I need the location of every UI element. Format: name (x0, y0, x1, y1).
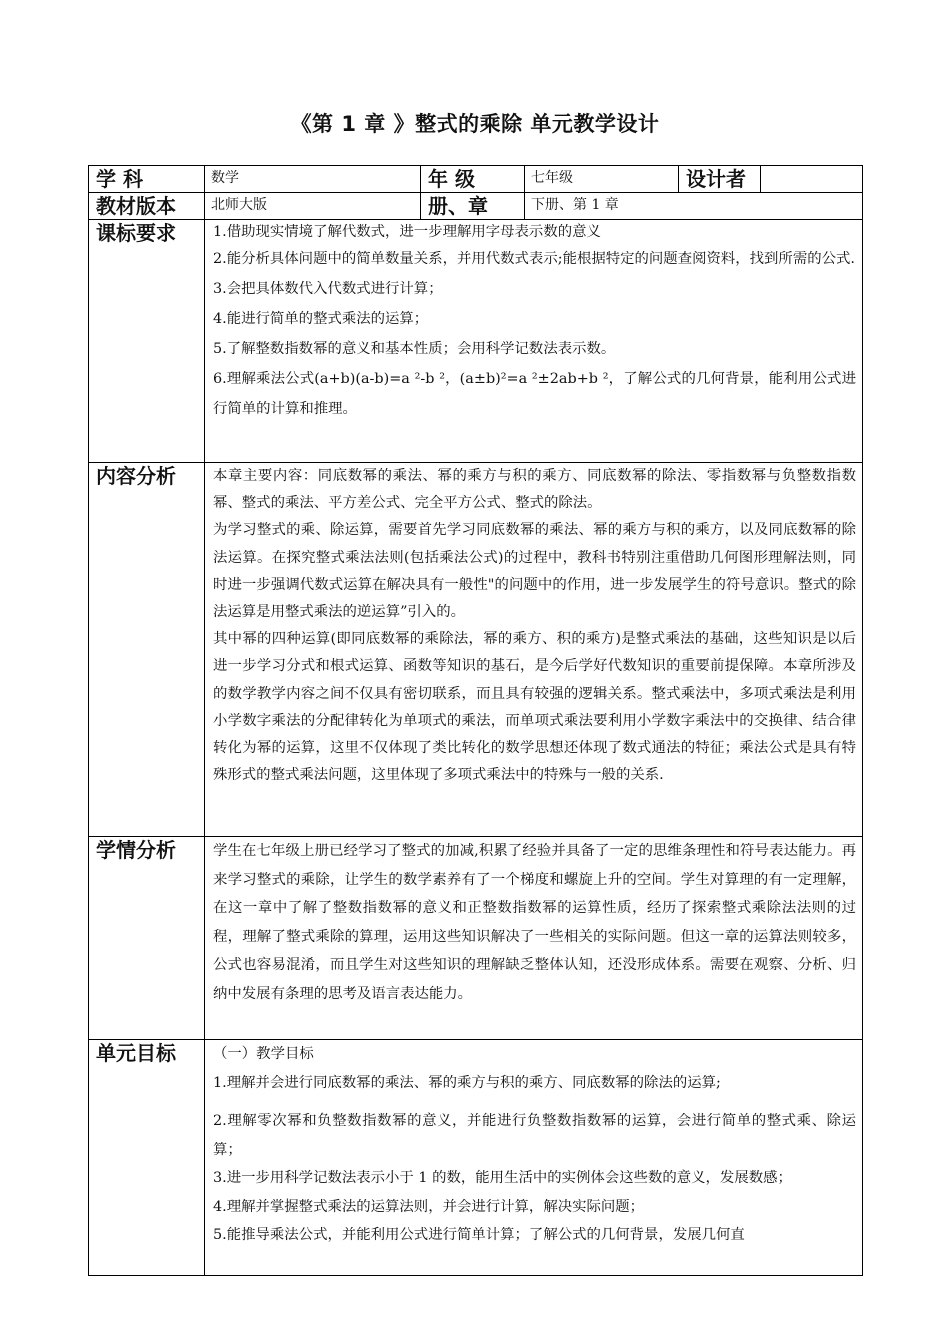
unit-goals-content (205, 1040, 863, 1276)
designer-value (761, 166, 863, 193)
goals-subheading: （一）教学目标 (213, 1046, 314, 1062)
goal-line: 2.理解零次幂和负整数指数幂的意义，并能进行负整数指数幂的运算，会进行简单的整式乘、除运算； (213, 1113, 856, 1158)
curriculum-label: 课标要求 (89, 220, 205, 463)
curriculum-line: 2.能分析具体问题中的简单数量关系，并用代数式表示;能根据特定的问题查阅资料，找到所需的公式. (213, 251, 855, 267)
content-paragraph: 为学习整式的乘、除运算，需要首先学习同底数幂的乘法、幂的乘方与积的乘方，以及同底数幂的除法运算。在探究整式乘法法则(包括乘法公式)的过程中，教科书特别注重借助几何图形理解法则，同时进一步强调代数式运算在解决具有一般性"的问题中的作用，进一步发展学生的符号意识。整式的除法运算是用整式乘法的逆运算”引入的。 (213, 522, 856, 621)
curriculum-line: 5.了解整数指数幂的意义和基本性质；会用科学记数法表示数。 (213, 341, 616, 357)
curriculum-row (89, 220, 863, 463)
page-title: 《第 1 章 》整式的乘除 单元教学设计 (290, 112, 660, 136)
goal-line: 3.进一步用科学记数法表示小于 1 的数，能用生活中的实例体会这些数的意义，发展数感； (213, 1170, 792, 1186)
content-paragraph: 本章主要内容：同底数幂的乘法、幂的乘方与积的乘方、同底数幂的除法、零指数幂与负整数指数幂、整式的乘法、平方差公式、完全平方公式、整式的除法。 (213, 468, 856, 512)
unit-goals-row (89, 1040, 863, 1276)
header-row-1 (89, 166, 863, 193)
edition-label: 教材版本 (89, 193, 205, 220)
student-analysis-text (205, 837, 863, 1040)
header-row-2 (89, 193, 863, 220)
student-analysis-row (89, 837, 863, 1040)
content-paragraph: 其中幂的四种运算(即同底数幂的乘除法，幂的乘方、积的乘方)是整式乘法的基础，这些知识是以后进一步学习分式和根式运算、函数等知识的基石，是今后学好代数知识的重要前提保障。本章所涉及的数学教学内容之间不仅具有密切联系，而且具有较强的逻辑关系。整式乘法中，多项式乘法是利用小学数字乘法的分配律转化为单项式的乘法，而单项式乘法要利用小学数字乘法中的交换律、结合律转化为幂的运算，这里不仅体现了类比转化的数学思想还体现了数式通法的特征；乘法公式是具有特殊形式的整式乘法问题，这里体现了多项式乘法中的特殊与一般的关系. (213, 631, 856, 784)
unit-goals-label: 单元目标 (89, 1040, 205, 1276)
content-analysis-row (89, 463, 863, 837)
content-analysis-label: 内容分析 (89, 463, 205, 837)
curriculum-line: 3.会把具体数代入代数式进行计算； (213, 281, 443, 297)
curriculum-line: 6.理解乘法公式(a+b)(a-b)=a ²-b ²，(a±b)²=a ²±2ab+b ²，了解公式的几何背景，能利用公式进行简单的计算和推理。 (213, 371, 856, 417)
subject-value: 数学 (205, 166, 421, 193)
curriculum-line: 1.借助现实情境了解代数式，进一步理解用字母表示数的意义 (213, 224, 601, 240)
subject-label: 学 科 (89, 166, 205, 193)
grade-value: 七年级 (525, 166, 679, 193)
student-paragraph: 学生在七年级上册已经学习了整式的加减,积累了经验并具备了一定的思维条理性和符号表达能力。再来学习整式的乘除，让学生的数学素养有了一个梯度和螺旋上升的空间。学生对算理的有一定理解，在这一章中了解了整数指数幂的意义和正整数指数幂的运算性质，经历了探索整式乘除法法则的过程，理解了整式乘除的算理，运用这些知识解决了一些相关的实际问题。但这一章的运算法则较多，公式也容易混淆，而且学生对这些知识的理解缺乏整体认知，还没形成体系。需要在观察、分析、归纳中发展有条理的思考及语言表达能力。 (213, 843, 856, 1002)
volume-label: 册、章 (421, 193, 525, 220)
goal-line: 4.理解并掌握整式乘法的运算法则，并会进行计算，解决实际问题； (213, 1198, 645, 1215)
design-table (88, 165, 863, 1276)
curriculum-content (205, 220, 863, 463)
goal-line: 5.能推导乘法公式，并能利用公式进行简单计算；了解公式的几何背景，发展几何直 (213, 1227, 745, 1243)
volume-value: 下册、第 1 章 (525, 193, 863, 220)
designer-label: 设计者 (679, 166, 761, 193)
edition-value: 北师大版 (205, 193, 421, 220)
content-analysis-text (205, 463, 863, 837)
student-analysis-label: 学情分析 (89, 837, 205, 1040)
goal-line: 1.理解并会进行同底数幂的乘法、幂的乘方与积的乘方、同底数幂的除法的运算; (213, 1074, 721, 1091)
grade-label: 年 级 (421, 166, 525, 193)
curriculum-line: 4.能进行简单的整式乘法的运算； (213, 311, 429, 327)
